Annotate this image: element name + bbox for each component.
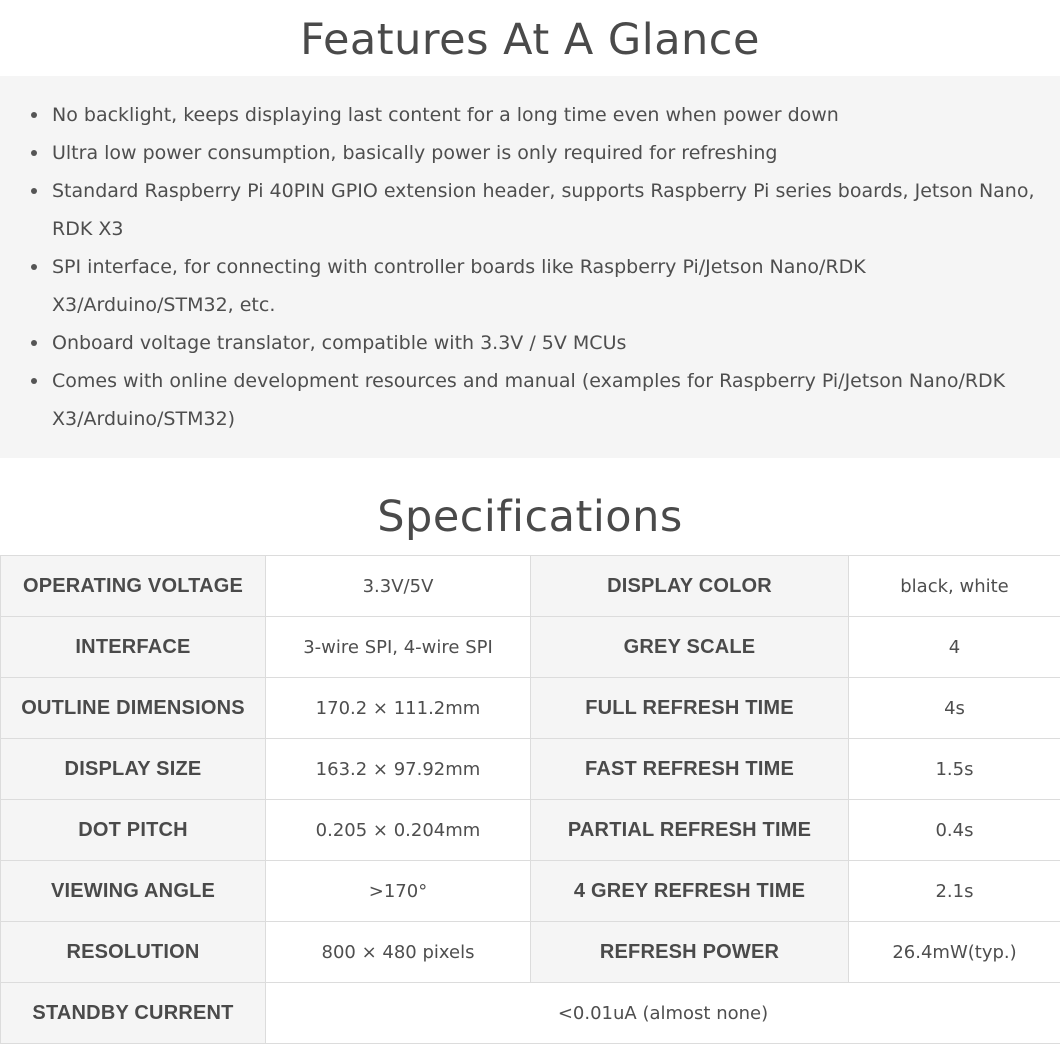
specs-title: Specifications xyxy=(377,492,683,542)
spec-value: >170° xyxy=(266,861,531,922)
feature-text: SPI interface, for connecting with controller boards like Raspberry Pi/Jetson Nano/RDK X3/Arduino/STM32, etc. xyxy=(52,256,866,316)
spec-value: 1.5s xyxy=(849,739,1060,800)
spec-label: PARTIAL REFRESH TIME xyxy=(531,800,849,861)
spec-value: black, white xyxy=(849,556,1060,617)
feature-item xyxy=(30,248,1038,324)
bullet-dot-icon xyxy=(31,264,37,270)
bullet-dot-icon xyxy=(31,340,37,346)
feature-text: Ultra low power consumption, basically power is only required for refreshing xyxy=(52,142,778,164)
spec-label: DOT PITCH xyxy=(1,800,266,861)
feature-item xyxy=(30,134,1038,172)
spec-value: 26.4mW(typ.) xyxy=(849,922,1060,983)
table-row xyxy=(1,922,1060,983)
spec-value: 170.2 × 111.2mm xyxy=(266,678,531,739)
features-list xyxy=(30,96,1038,438)
bullet-dot-icon xyxy=(31,112,37,118)
feature-text: Comes with online development resources and manual (examples for Raspberry Pi/Jetson Nano/RDK X3/Arduino/STM32) xyxy=(52,370,1006,430)
table-row xyxy=(1,678,1060,739)
feature-item xyxy=(30,96,1038,134)
table-row xyxy=(1,556,1060,617)
spec-label: 4 GREY REFRESH TIME xyxy=(531,861,849,922)
feature-item xyxy=(30,172,1038,248)
spec-label: STANDBY CURRENT xyxy=(1,983,266,1044)
spec-value: 4s xyxy=(849,678,1060,739)
bullet-dot-icon xyxy=(31,378,37,384)
spec-value: 800 × 480 pixels xyxy=(266,922,531,983)
spec-label: VIEWING ANGLE xyxy=(1,861,266,922)
spec-label: FULL REFRESH TIME xyxy=(531,678,849,739)
feature-item xyxy=(30,324,1038,362)
feature-text: No backlight, keeps displaying last content for a long time even when power down xyxy=(52,104,839,126)
table-row xyxy=(1,800,1060,861)
table-row xyxy=(1,617,1060,678)
spec-label: OUTLINE DIMENSIONS xyxy=(1,678,266,739)
spec-label: RESOLUTION xyxy=(1,922,266,983)
spec-value: <0.01uA (almost none) xyxy=(266,983,1060,1044)
spec-value: 2.1s xyxy=(849,861,1060,922)
spec-label: OPERATING VOLTAGE xyxy=(1,556,266,617)
feature-text: Standard Raspberry Pi 40PIN GPIO extension header, supports Raspberry Pi series boards, Jetson Nano, RDK X3 xyxy=(52,180,1035,240)
spec-value: 163.2 × 97.92mm xyxy=(266,739,531,800)
spec-value: 0.4s xyxy=(849,800,1060,861)
spec-label: DISPLAY COLOR xyxy=(531,556,849,617)
table-row xyxy=(1,739,1060,800)
spec-value: 4 xyxy=(849,617,1060,678)
feature-item xyxy=(30,362,1038,438)
spec-value: 3-wire SPI, 4-wire SPI xyxy=(266,617,531,678)
spec-value: 3.3V/5V xyxy=(266,556,531,617)
specs-table xyxy=(0,555,1060,1044)
spec-value: 0.205 × 0.204mm xyxy=(266,800,531,861)
spec-label: DISPLAY SIZE xyxy=(1,739,266,800)
table-row xyxy=(1,983,1060,1044)
bullet-dot-icon xyxy=(31,188,37,194)
features-title: Features At A Glance xyxy=(300,15,760,65)
bullet-dot-icon xyxy=(31,150,37,156)
spec-label: GREY SCALE xyxy=(531,617,849,678)
features-panel xyxy=(0,76,1060,458)
spec-label: INTERFACE xyxy=(1,617,266,678)
feature-text: Onboard voltage translator, compatible with 3.3V / 5V MCUs xyxy=(52,332,627,354)
spec-label: FAST REFRESH TIME xyxy=(531,739,849,800)
table-row xyxy=(1,861,1060,922)
spec-label: REFRESH POWER xyxy=(531,922,849,983)
